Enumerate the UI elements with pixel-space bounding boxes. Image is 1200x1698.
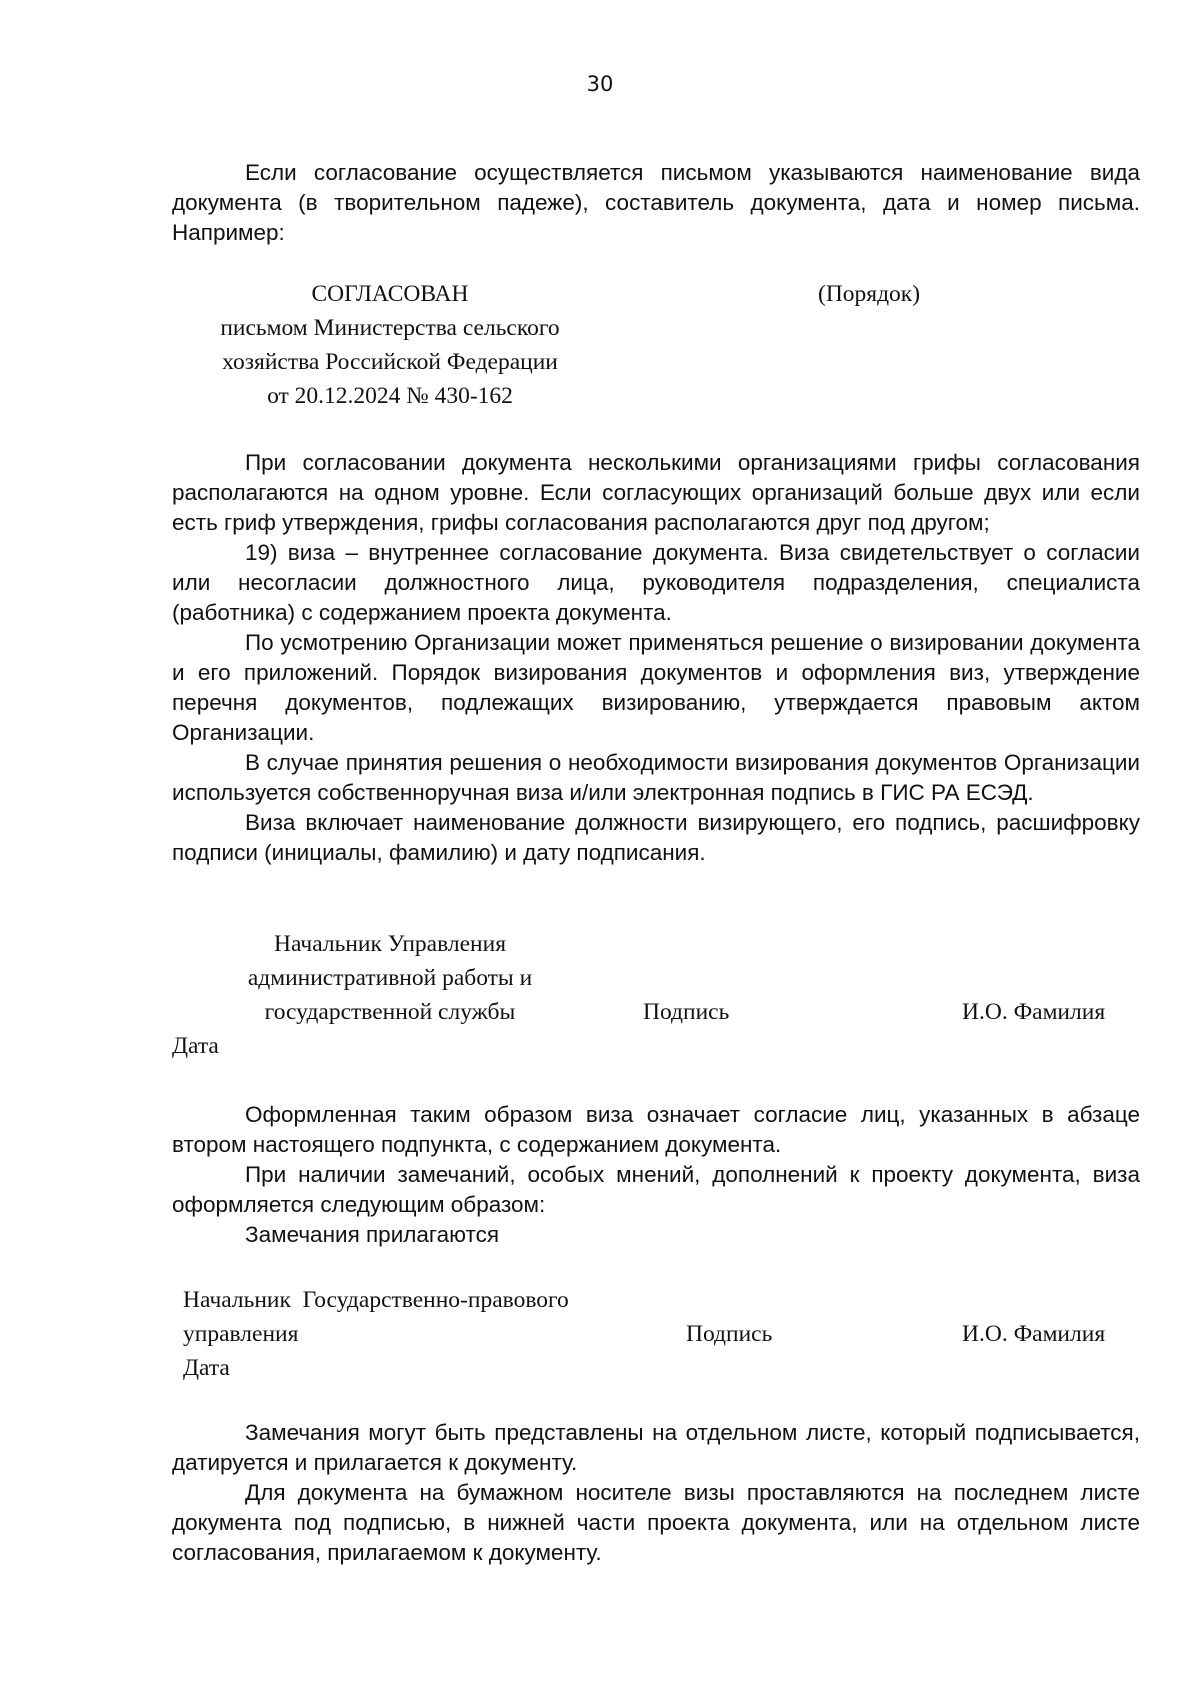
paragraph: В случае принятия решения о необходимости визирования документов Организации используется собственноручная виза и/или электронная подпись в ГИС РА ЕСЭД. [172,750,1140,805]
paragraph: Замечания могут быть представлены на отдельном листе, который подписывается, датируется и прилагается к документу. [172,1420,1140,1475]
visa-name: И.О. Фамилия [962,999,1106,1025]
paragraph: При наличии замечаний, особых мнений, дополнений к проекту документа, виза оформляется следующим образом: [172,1162,1140,1217]
section-visa-remarks [172,1100,1140,1250]
visa-position-line: управления [183,1321,299,1347]
visa-date: Дата [172,1033,219,1059]
stamp-line: письмом Министерства сельского [220,315,560,341]
intro-block [172,158,1140,248]
visa-position-line: государственной службы [264,999,516,1025]
visa-position-line: административной работы и [247,965,533,991]
visa-date: Дата [183,1355,230,1381]
document-type-label: (Порядок) [818,281,921,307]
stamp-line: от 20.12.2024 № 430-162 [267,383,513,409]
page-number: 30 [586,72,614,96]
visa-name: И.О. Фамилия [962,1321,1106,1347]
paragraph: Замечания прилагаются [245,1222,500,1247]
visa-signature: Подпись [643,999,730,1025]
section-paper-visas [172,1418,1140,1568]
visa-position-line: Начальник Управления [273,931,507,957]
paragraph: Оформленная таким образом виза означает согласие лиц, указанных в абзаце втором настоящего подпункта, с содержанием документа. [172,1102,1140,1157]
paragraph: По усмотрению Организации может применяться решение о визировании документа и его приложений. Порядок визирования документов и оформления виз, утверждение перечня документов, подлежащих визированию, утверждается правовым актом Организации. [172,630,1140,745]
paragraph: Если согласование осуществляется письмом указываются наименование вида документа (в творительном падеже), составитель документа, дата и номер письма. Например: [172,160,1140,245]
visa-signature: Подпись [686,1321,773,1347]
stamp-title: СОГЛАСОВАН [311,281,469,307]
paragraph: 19) виза – внутреннее согласование документа. Виза свидетельствует о согласии или несогласии должностного лица, руководителя подразделения, специалиста (работника) с содержанием проекта документа. [172,540,1140,625]
section-visa-rules [172,448,1140,868]
paragraph: Виза включает наименование должности визирующего, его подпись, расшифровку подписи (инициалы, фамилию) и дату подписания. [172,810,1140,865]
visa-position-line: Начальник Государственно-правового [183,1287,569,1313]
paragraph: При согласовании документа несколькими организациями грифы согласования располагаются на одном уровне. Если согласующих организаций больше двух или если есть гриф утверждения, грифы согласования располагаются друг под другом; [172,450,1140,535]
stamp-line: хозяйства Российской Федерации [222,349,558,375]
paragraph: Для документа на бумажном носителе визы проставляются на последнем листе документа под подписью, в нижней части проекта документа, или на отдельном листе согласования, прилагаемом к документу. [172,1480,1140,1565]
